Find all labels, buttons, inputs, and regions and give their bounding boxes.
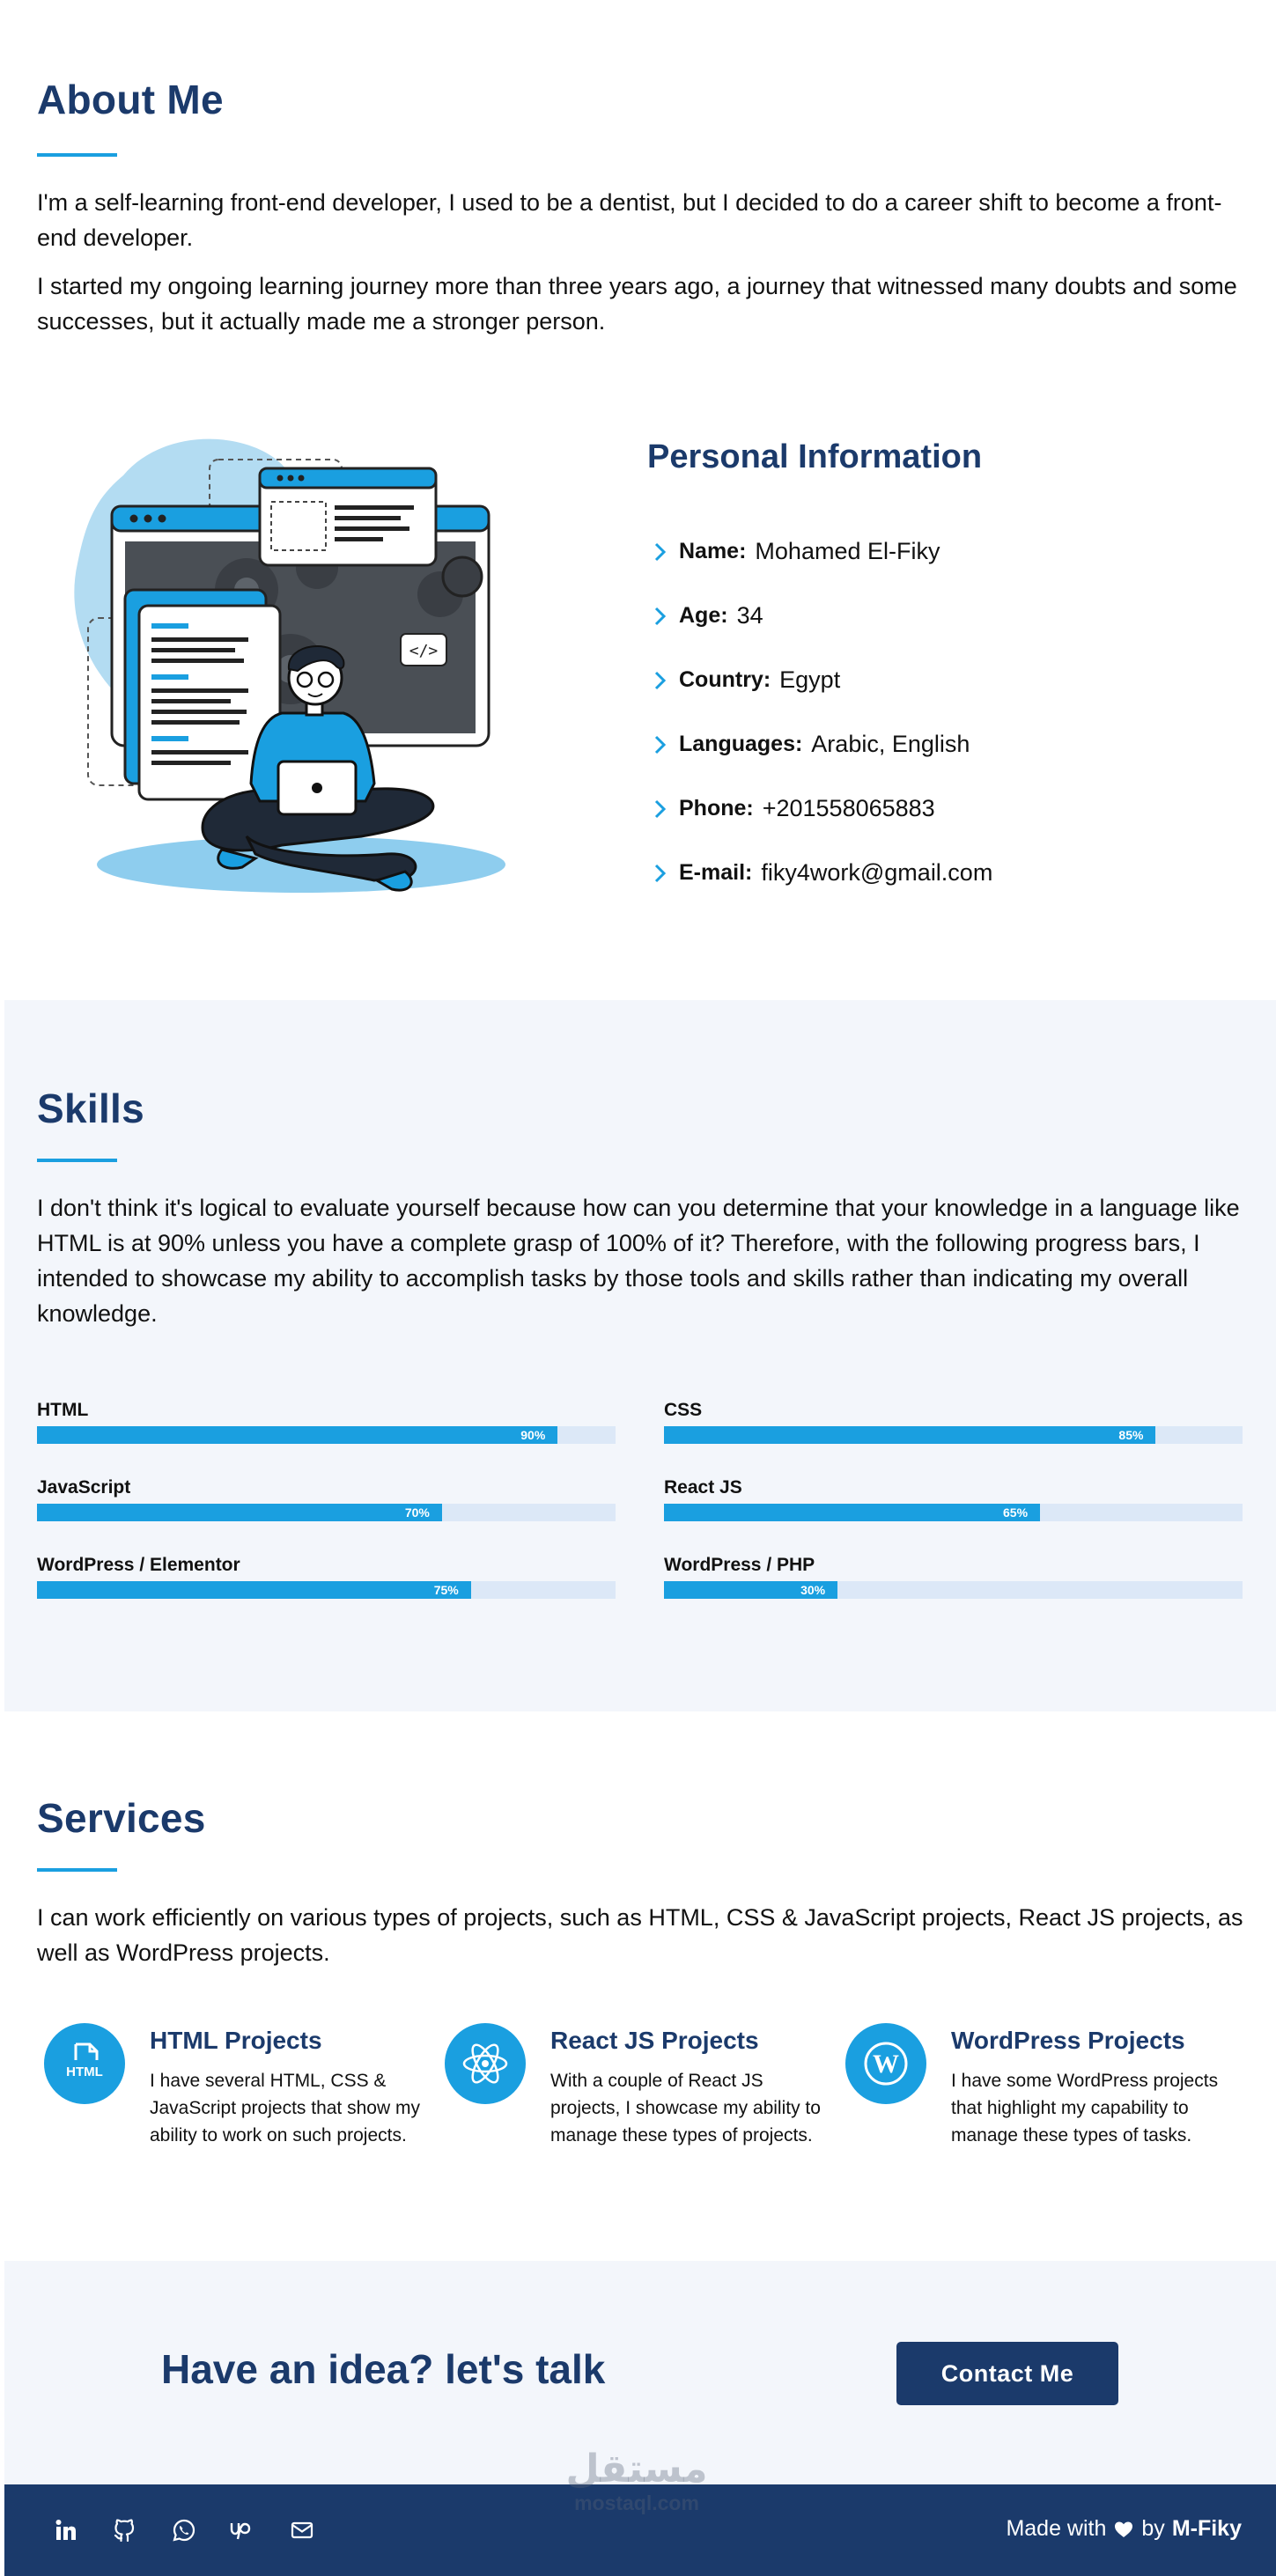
skills-title-underline <box>37 1159 117 1162</box>
skill-wordpress-php <box>664 1555 1243 1599</box>
personal-info-label: E-mail: <box>679 860 753 885</box>
chevron-right-icon <box>647 539 674 565</box>
skill-percent-label: 90% <box>520 1428 546 1442</box>
watermark-latin: mostaql.com <box>574 2491 699 2514</box>
services-description: I can work efficiently on various types of projects, such as HTML, CSS & JavaScript projects, React JS projects, as well as WordPress projects. <box>37 1904 1243 1966</box>
skill-percent-label: 30% <box>800 1583 826 1597</box>
skill-name: CSS <box>664 1400 703 1420</box>
skill-progress-track <box>664 1426 1243 1444</box>
react-icon-graphic <box>459 2037 512 2090</box>
skill-progress-fill <box>664 1581 837 1599</box>
mostaql-watermark <box>553 2447 720 2514</box>
footer-by: by <box>1141 2516 1165 2541</box>
chevron-right-icon <box>647 860 674 887</box>
skill-progress-fill <box>37 1581 471 1599</box>
about-paragraph-1: I'm a self-learning front-end developer, I used to be a dentist, but I decided to do a career shift to become a front-end developer. <box>37 189 1222 251</box>
personal-info-value: 34 <box>736 602 763 629</box>
html-icon-text: HTML <box>66 2064 103 2079</box>
skill-name: React JS <box>664 1477 742 1498</box>
footer-author: M-Fiky <box>1171 2516 1242 2541</box>
personal-info-label: Phone: <box>679 796 754 821</box>
services-title: Services <box>37 1795 206 1841</box>
skill-progress-fill <box>37 1504 442 1521</box>
skill-name: WordPress / PHP <box>664 1555 815 1575</box>
svg-text:</>: </> <box>409 642 439 660</box>
wordpress-icon <box>845 2023 926 2104</box>
email-icon[interactable] <box>283 2511 321 2550</box>
html-file-icon <box>44 2023 125 2104</box>
personal-info-item-country <box>647 648 992 712</box>
developer-illustration <box>70 414 564 907</box>
heart-icon <box>1113 2520 1134 2539</box>
about-title-underline <box>37 153 117 157</box>
skill-percent-label: 65% <box>1003 1505 1029 1520</box>
personal-info-value: +201558065883 <box>762 795 935 821</box>
personal-info-label: Age: <box>679 603 728 628</box>
service-title: WordPress Projects <box>951 2027 1185 2054</box>
personal-info-label: Languages: <box>679 732 803 756</box>
skill-progress-fill <box>664 1504 1040 1521</box>
skill-html <box>37 1400 616 1444</box>
skill-progress-fill <box>664 1426 1155 1444</box>
about-paragraph-2: I started my ongoing learning journey more than three years ago, a journey that witnessed many doubts and some successes, but it actually made me a stronger person. <box>37 273 1237 335</box>
service-description: I have some WordPress projects that highlight my capability to manage these types of tasks. <box>951 2071 1219 2145</box>
skill-progress-track <box>37 1504 616 1521</box>
skill-name: HTML <box>37 1400 89 1420</box>
skill-progress-track <box>37 1581 616 1599</box>
personal-info-item-languages <box>647 712 992 776</box>
skill-progress-track <box>664 1504 1243 1521</box>
skill-name: JavaScript <box>37 1477 131 1498</box>
watermark-arabic: مستقل <box>565 2447 708 2491</box>
personal-info-value: fiky4work@gmail.com <box>761 859 993 886</box>
wordpress-icon-graphic <box>859 2037 912 2090</box>
service-description: I have several HTML, CSS & JavaScript projects that show my ability to work on such projects. <box>150 2071 420 2145</box>
skills-description: I don't think it's logical to evaluate yourself because how can you determine that your knowledge in a language like HTML is at 90% unless you have a complete grasp of 100% of it? Therefore, with the following progress bars, I intended to showcase my ability to accomplish tasks by those tools and skills rather than indicating my overall knowledge. <box>37 1195 1240 1327</box>
skill-javascript <box>37 1477 616 1521</box>
personal-info-item-phone <box>647 776 992 841</box>
personal-info-title: Personal Information <box>647 438 983 475</box>
skill-css <box>664 1400 1243 1444</box>
personal-info-value: Mohamed El-Fiky <box>755 538 940 564</box>
github-icon[interactable] <box>106 2511 144 2550</box>
skill-percent-label: 70% <box>404 1505 430 1520</box>
skill-name: WordPress / Elementor <box>37 1555 240 1575</box>
personal-info-label: Country: <box>679 667 771 692</box>
cta-heading: Have an idea? let's talk <box>161 2346 606 2392</box>
chevron-right-icon <box>647 796 674 822</box>
footer-made-with: Made with <box>1006 2516 1107 2541</box>
service-title: HTML Projects <box>150 2027 322 2054</box>
personal-info-item-email <box>647 841 992 905</box>
chevron-right-icon <box>647 732 674 758</box>
svg-text:W: W <box>873 2050 899 2079</box>
personal-info-list <box>647 519 992 905</box>
service-title: React JS Projects <box>550 2027 759 2054</box>
chevron-right-icon <box>647 603 674 629</box>
service-description: With a couple of React JS projects, I showcase my ability to manage these types of projects. <box>550 2071 821 2145</box>
personal-info-value: Arabic, English <box>811 731 970 757</box>
contact-me-button[interactable]: Contact Me <box>896 2342 1118 2405</box>
whatsapp-icon[interactable] <box>165 2511 203 2550</box>
skill-wordpress-elementor <box>37 1555 616 1599</box>
skills-title: Skills <box>37 1086 144 1131</box>
upwork-icon[interactable] <box>224 2511 262 2550</box>
chevron-right-icon <box>647 667 674 694</box>
personal-info-label: Name: <box>679 539 747 563</box>
personal-info-item-age <box>647 584 992 648</box>
personal-info-value: Egypt <box>779 666 841 693</box>
services-title-underline <box>37 1868 117 1872</box>
html-file-icon-graphic <box>58 2037 111 2090</box>
skill-progress-fill <box>37 1426 557 1444</box>
skills-section <box>4 1000 1276 1711</box>
linkedin-icon[interactable] <box>47 2511 85 2550</box>
skill-react <box>664 1477 1243 1521</box>
personal-info-item-name <box>647 519 992 584</box>
skill-percent-label: 85% <box>1118 1428 1144 1442</box>
skill-progress-track <box>664 1581 1243 1599</box>
footer-credit <box>1006 2516 1242 2542</box>
skill-percent-label: 75% <box>433 1583 459 1597</box>
skill-progress-track <box>37 1426 616 1444</box>
react-icon <box>445 2023 526 2104</box>
about-title: About Me <box>37 77 224 122</box>
